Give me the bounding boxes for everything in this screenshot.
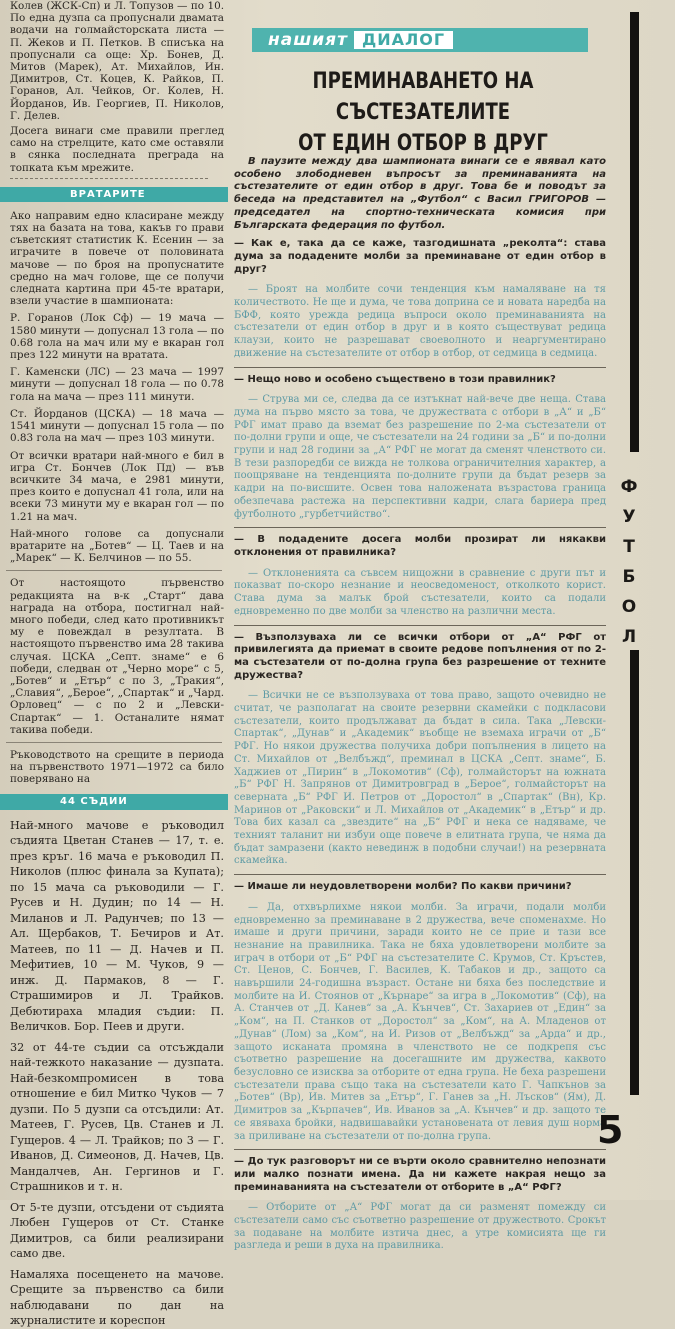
goalkeeper-2: Г. Каменски (ЛС) — 23 мача — 1997 минути — допуснал 18 гола — по 0.78 гола на мача — през 111 минути. bbox=[10, 366, 224, 403]
headline-line-1: ПРЕМИНАВАНЕТО НА СЪСТЕЗАТЕЛИТЕ bbox=[312, 69, 534, 125]
right-column bbox=[230, 0, 610, 1252]
label-letter-2: У bbox=[622, 507, 636, 527]
question-5: — Имаше ли неудовлетворени молби? По какви причини? bbox=[234, 881, 572, 893]
answer-5: — Да, отхвърлихме някои молби. За играчи, подали молби едновременно за преминаване в 2 дружества, вече споменахме. Но имаше и други причини, заради които не се прие и тази все незнание на правилника. Така не бяха удовлетворени молбите за играч в отбори от „Б“ РФГ на състезателите С. Крумов, Ст. Кръстев, Ст. Ценов, С. Бончев, Г. Василев, К. Табаков и др., защото са навършили 24-годишна възраст. Остане ни бяха без последствие и молбите на И. Стоянов от „Кърнаре“ за игра в „Локомотив“ (Сф), на А. Станчев от „Д. Канев“ за „А. Кънчев“, Ст. Захариев от „Един“ за „Ком“, на П. Станков от „Доростол“ за „Ком“, на А. Младенов от „Дунав“ (Лом) за „Ком“, на И. Ризов от „Велбъжд“ за „Арда“ и др., защото исканата промяна в членството не се подкрепя със съответно разрешение на досегашните им дружества, каквото безусловно се изисква за отборите от една група. Не беха разрешени състезатели права също така на състезатели като Г. Чапкънов за „Ботев“ (Вр), Ив. Митев за „Етър“, Г. Ганев за „Н. Лъсков“ (Ям), Д. Димитров за „Кърпачев“, Ив. Иванов за „А. Кънчев“ и др. защото те се явяваха бройки, надвишавайки установената от левия душ норма за приливане на състезатели от по-долна група. bbox=[234, 901, 606, 1142]
answer-3: — Отклоненията са съвсем нищожни в сравнение с други път и показват по-скоро незнание и неосведоменост, отколкото корист. Става дума за малък брой състезатели, които са подали едновременно по две молби за членство на различни места. bbox=[234, 567, 606, 617]
article-body bbox=[234, 156, 606, 1259]
section-label-futbol bbox=[614, 472, 644, 652]
page-number: 5 bbox=[597, 1108, 624, 1152]
referees-paragraph-3: От 5-те дузпи, отсъдени от съдията Любен Гущеров от Ст. Станке Димитров, са били реализирани само две. bbox=[10, 1200, 224, 1261]
left-top-paragraph-2: Досега винаги сме правили преглед само на стрелците, като сме оставяли в сянка последната преграда на топката към мрежите. bbox=[10, 125, 224, 174]
divider-2 bbox=[6, 742, 222, 743]
referees-paragraph-2: 32 от 44-те съдии са отсъждали най-тежкото наказание — дузпата. Най-безкомпромисен в това отношение е бил Митко Чуков — 7 дузпи. По 5 дузпи са отсъдили: Ат. Матеев, Г. Русев, Цв. Станев и Л. Гущеров. 4 — Л. Трайков; по 3 — Г. Иванов, Д. Симеонов, Д. Начев, Цв. Мандалчев, Ан. Гергинов и Г. Страшников и т. н. bbox=[10, 1040, 224, 1194]
left-top-paragraph: Колев (ЖСК-Сп) и Л. Топузов — по 10. По една дузпа са пропуснали двамата водачи на голмайсторската листа — П. Жеков и П. Петков. В списъка на пропуснали са още: Хр. Бонев, Д. Митов (Марек), Ат. Михайлов, Ин. Димитров, Ст. Коцев, К. Райков, П. Горанов, Ал. Чейков, Ог. Колев, Н. Йорданов, Ив. Георгиев, П. Николов, Г. Делев. bbox=[10, 0, 224, 122]
answer-4: — Всички не се възползуваха от това право, защото очевидно не считат, че разполагат на своите резервни скамейки с подкласови състезатели, които продължават да бъдат в сила. Така „Левски-Спартак“, „Дунав“ и „Академик“ въобще не вземаха играчи от „Б“ РФГ. Но някои дружества получиха добри попълнения в лицето на Ст. Михайлов от „Велбъжд“, преминал в ЦСКА „Септ. знаме“, Б. Хаджиев от „Пирин“ в „Локомотив“ (Сф), голмайсторът на южната „Б“ РФГ Н. Запрянов от Димитровград в „Берое“, голмайсторът на северната „Б“ РФГ И. Петров от „Доростол“ в „Спартак“ (Вн), Кр. Маринов от „Раковски“ и Л. Михайлов от „Академик“ в „Етър“ и др. Това бих казал са „звездите“ на „Б“ РФГ и нека се надяваме, че техният таланит ни избуи още повече в елитната група, че няма да бъдат замразени (както невединж в подобни случаи!) на резервната скамейка. bbox=[234, 690, 606, 867]
label-letter-1: Ф bbox=[620, 477, 638, 497]
rule-4 bbox=[234, 874, 606, 875]
start-award-paragraph: От настоящото първенство редакцията на в-к „Старт“ дава награда на отбора, постигнал най-много победи, след като противникът му е повеждал в резултата. В настоящото първенство има 28 такива случая. ЦСКА „Септ. знаме“ е 6 победи, следван от „Черно море“ с 5, „Ботев“ и „Етър“ с по 3, „Тракия“, „Славия“, „Берое“, „Спартак“ и „Чард. Орловец“ — с по 2 и „Левски-Спартак“ — 1. Останалите нямат такива победи. bbox=[10, 577, 224, 736]
headline-line-2: ОТ ЕДИН ОТБОР В ДРУГ bbox=[298, 131, 548, 156]
dashed-divider bbox=[10, 178, 208, 179]
answer-1: — Броят на молбите сочи тенденция към намаляване на тя количеството. Не ще и дума, че това доприна се и новата наредба на БФФ, която урежда редица въпроси около преминаванията на състезатели от един отбор в друг и в която съществуват редица клаузи, които не разрешават своеволното и неаргументирано движение на състезателите от отбор в отбор, от седмица в седмица. bbox=[234, 284, 606, 359]
section-heading-referees: 44 СЪДИИ bbox=[0, 794, 228, 810]
question-6: — До тук разговорът ни се върти около сравнително непознати или малко познати имена. Да ни кажете накрая нещо за преминаванията на състезатели от отборите в „А“ РФГ? bbox=[234, 1156, 606, 1193]
vertical-rule-bottom bbox=[630, 650, 639, 1095]
answer-6: — Отборите от „А“ РФГ могат да си разменят помежду си състезатели само със съответно разрешение от дружеството. Срокът за подаване на молбите изтича днес, а утре комисията ще ги разгледа и реши в духа на правилника. bbox=[234, 1202, 606, 1252]
goalkeepers-intro: Ако направим едно класиране между тях на базата на това, какъв го прави съветският статистик К. Есенин — за играчите в повече от половината мачове — по броя на пропуснатите средно на мач голове, ще се получи следната картина при 45-те вратари, взели участие в шампионата: bbox=[10, 209, 224, 308]
label-letter-6: Л bbox=[621, 627, 637, 647]
goalkeeper-most-played: От всички вратари най-много е бил в игра Ст. Бончев (Лок Пд) — във всичките 34 мача, е 2981 минути, през които е допуснал 41 гола, или на всеки 73 минути му е вкаран гол — по 1.21 на мач. bbox=[10, 449, 224, 523]
referees-paragraph-1: Най-много мачове е ръководил съдията Цветан Станев — 17, т. е. през кръг. 16 мача е ръководил П. Николов (плюс финала за Купата); по 15 мача са ръководили — Г. Русев и Н. Дудин; по 14 — Н. Миланов и Л. Радунчев; по 13 — Ал. Щербаков, Т. Бечиров и Ат. Матеев, по 11 — Д. Начев и П. Мефитиев, 10 — М. Чуков, 9 — инж. Д. Пармаков, 8 — Г. Страшимиров и Л. Трайков. Дебютираха младия съдии: П. Величков. Бор. Пеев и други. bbox=[10, 818, 224, 1034]
section-heading-goalkeepers: ВРАТАРИТЕ bbox=[0, 187, 228, 202]
goalkeeper-3: Ст. Йорданов (ЦСКА) — 18 мача — 1541 минути — допуснал 15 гола — по 0.83 гола на мач — през 103 минути. bbox=[10, 407, 224, 445]
question-3: — В подадените досега молби прозират ли някакви отклонения от правилника? bbox=[234, 534, 606, 558]
vertical-rule-top bbox=[630, 12, 639, 452]
referees-intro: Ръководството на срещите в периода на първенството 1971—1972 са било поверявано на bbox=[10, 748, 224, 786]
goalkeeper-most-conceded: Най-много голове са допуснали вратарите на „Ботев“ — Ц. Таев и на „Марек“ — К. Белчинов — по 55. bbox=[10, 527, 224, 565]
banner-word-dialog: ДИАЛОГ bbox=[354, 31, 453, 49]
rule-3 bbox=[234, 625, 606, 626]
goalkeeper-1: Р. Горанов (Лок Сф) — 19 мача — 1580 минути — допуснал 13 гола — по 0.68 гола на мач или му е вкаран гол през 122 минути на вратата. bbox=[10, 312, 224, 362]
rule-5 bbox=[234, 1149, 606, 1150]
divider bbox=[6, 570, 222, 571]
article-headline bbox=[271, 66, 574, 159]
question-2: — Нещо ново и особено съществено в този правилник? bbox=[234, 373, 556, 385]
referees-paragraph-4: Намаляха посещенето на мачове. Срещите за първенство са били наблюдавани по дан на журналистите и кореспон bbox=[10, 1267, 224, 1328]
left-column bbox=[0, 0, 228, 1328]
label-letter-4: Б bbox=[622, 567, 636, 587]
question-4: — Възползуваха ли се всички отбори от „А“ РФГ от привилегията да приемат в своите редове попълнения от по 2-ма състезатели от по-долна група без разрешение от техните дружества? bbox=[234, 631, 606, 681]
section-banner bbox=[252, 28, 588, 52]
answer-2: — Струва ми се, следва да се изтъкнат най-вече две неща. Става дума на първо място за това, че дружествата с отбори в „А“ и „Б“ РФГ имат право да вземат без разрешение по 2-ма състезатели от по-долни групи и още, че състезатели на 24 години за „Б“ и по-долни групи и над 28 години за „А“ РФГ не могат да сменят членството си. В тези разпоредби се вижда не толкова ограничителния характер, а поощряване на тенденцията по-долните групи да бъдат резерв за кадри на по-висшите. Освен това наложената възрастова граница обезпечава растежа на перспективни кадри, слага бариера пред футболното „гурбетчийство“. bbox=[234, 394, 606, 520]
question-1: — Как е, така да се каже, тазгодишната „реколта“: става дума за подадените молби за преминаване от един отбор в друг? bbox=[234, 238, 606, 275]
label-letter-3: Т bbox=[623, 537, 635, 557]
article-lead: В паузите между два шампионата винаги се е явявал като особено злободневен въпросът за преминаванията на състезателите от един отбор в друг. Това бе и поводът за беседа на представител на „Футбол“ с Васил ГРИГОРОВ — председател на спортно-техническата комисия при Българската федерация по футбол. bbox=[234, 156, 606, 231]
label-letter-5: О bbox=[621, 597, 637, 617]
rule bbox=[234, 367, 606, 368]
rule-2 bbox=[234, 527, 606, 528]
banner-word-nashiyat: нашият bbox=[268, 30, 348, 50]
